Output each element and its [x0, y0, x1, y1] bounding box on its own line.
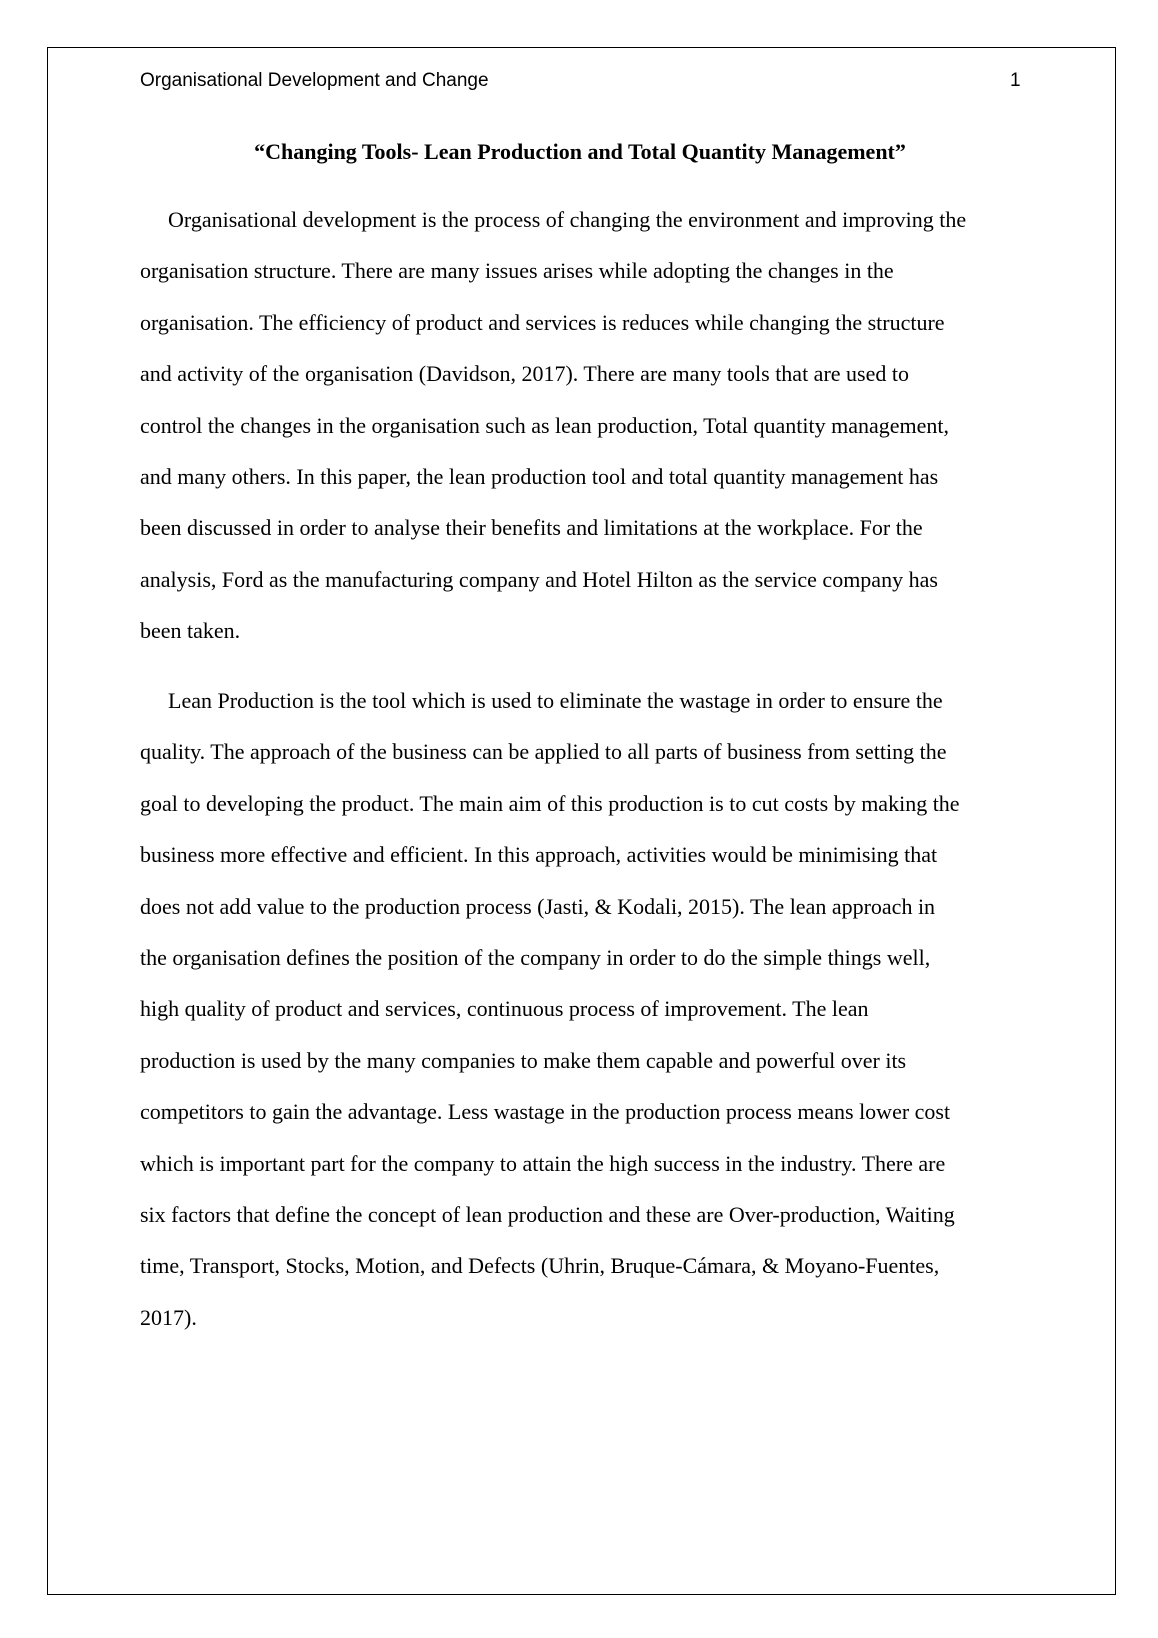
paragraph-line: competitors to gain the advantage. Less wastage in the production process means lower cost [140, 1099, 951, 1124]
paragraph-line: business more effective and efficient. In this approach, activities would be minimising that [140, 842, 938, 867]
paragraph-line: analysis, Ford as the manufacturing company and Hotel Hilton as the service company has [140, 567, 938, 592]
paragraph-line: time, Transport, Stocks, Motion, and Defects (Uhrin, Bruque-Cámara, & Moyano-Fuentes, [140, 1253, 940, 1278]
paragraph-line: goal to developing the product. The main aim of this production is to cut costs by making the [140, 791, 960, 816]
paragraph-line: been discussed in order to analyse their benefits and limitations at the workplace. For the [140, 515, 923, 540]
paragraph-line: and many others. In this paper, the lean production tool and total quantity management has [140, 464, 939, 489]
paragraph-line: control the changes in the organisation such as lean production, Total quantity management, [140, 413, 949, 438]
paragraph-line: high quality of product and services, continuous process of improvement. The lean [140, 996, 869, 1021]
paragraph-line: which is important part for the company to attain the high success in the industry. There are [140, 1151, 946, 1176]
paragraph-line: six factors that define the concept of lean production and these are Over-production, Waiting [140, 1202, 955, 1227]
document-title: “Changing Tools- Lean Production and Total Quantity Management” [254, 139, 906, 164]
paragraph-line: organisation structure. There are many issues arises while adopting the changes in the [140, 258, 894, 283]
paragraph-line: 2017). [140, 1305, 197, 1330]
paragraph-line: Lean Production is the tool which is used to eliminate the wastage in order to ensure the [168, 688, 943, 713]
paragraph-line: quality. The approach of the business can be applied to all parts of business from setting the [140, 739, 947, 764]
paragraph-line: does not add value to the production process (Jasti, & Kodali, 2015). The lean approach in [140, 894, 936, 919]
page-number: 1 [1010, 70, 1021, 91]
paragraph-line: Organisational development is the process of changing the environment and improving the [168, 207, 967, 232]
paragraph-line: production is used by the many companies to make them capable and powerful over its [140, 1048, 907, 1073]
paragraph-line: been taken. [140, 618, 241, 643]
paragraph-line: and activity of the organisation (Davidson, 2017). There are many tools that are used to [140, 361, 909, 386]
paragraph-line: the organisation defines the position of the company in order to do the simple things well, [140, 945, 931, 970]
paragraph-line: organisation. The efficiency of product and services is reduces while changing the structure [140, 310, 945, 335]
running-header-title: Organisational Development and Change [140, 70, 489, 91]
